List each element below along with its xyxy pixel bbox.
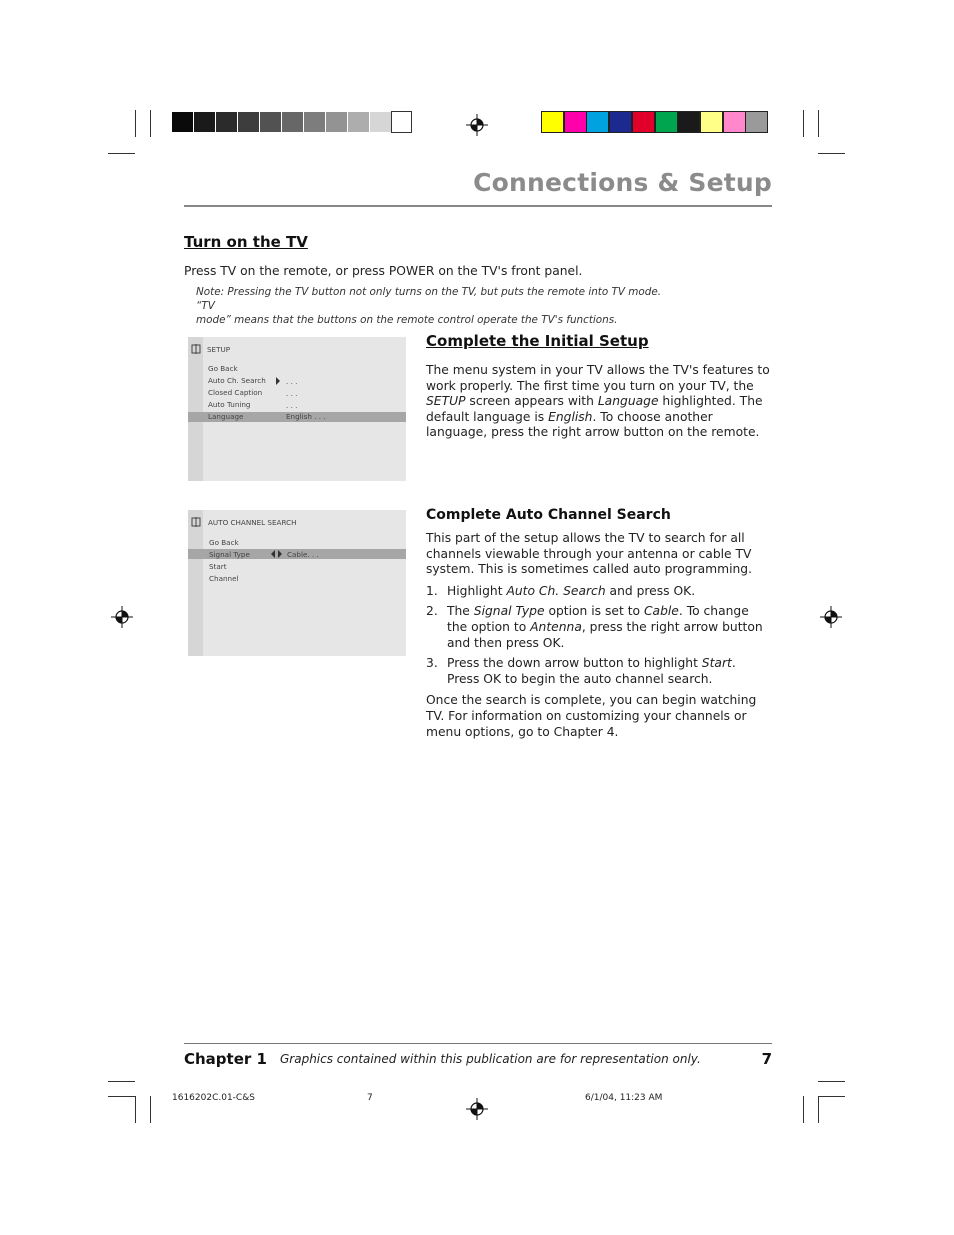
menu-item: Go Back: [208, 364, 238, 373]
text-run-italic: Signal Type: [473, 604, 545, 619]
text-run: Press the down arrow button to highlight: [447, 656, 702, 671]
crop-mark: [803, 1096, 804, 1123]
menu-item: Language: [208, 412, 244, 421]
crop-mark: [818, 153, 845, 154]
menu-item: Start: [209, 562, 227, 571]
menu-value: Cable. . .: [287, 550, 319, 559]
auto-channel-menu-screen: [188, 510, 406, 656]
crop-mark: [818, 110, 819, 137]
crop-mark: [818, 1096, 819, 1123]
note-line: Note: Pressing the TV button not only turns on the TV, but puts the remote into TV mode. “TV: [196, 286, 662, 312]
menu-logo-icon: [191, 517, 201, 527]
auto-search-body: [426, 531, 772, 740]
registration-mark-icon: [466, 1098, 488, 1120]
crop-mark: [803, 110, 804, 137]
footer-rule: [184, 1043, 772, 1044]
text-run-italic: SETUP: [426, 394, 466, 409]
text-run: The: [447, 604, 474, 619]
step-number: 2.: [426, 604, 438, 619]
setup-menu-screen: [188, 337, 406, 481]
crop-mark: [108, 1096, 135, 1097]
text-run-italic: Cable: [643, 604, 679, 619]
text-run-italic: Antenna: [530, 619, 582, 634]
crop-mark: [818, 1096, 845, 1097]
text-run: Highlight: [447, 583, 507, 598]
text-run: and press OK.: [605, 583, 696, 598]
menu-item: Closed Caption: [208, 388, 263, 397]
gray-swatch: [238, 112, 259, 132]
step-number: 3.: [426, 656, 438, 671]
text-run: highlighted. The default language is: [426, 394, 763, 424]
page-number: 7: [761, 1050, 772, 1068]
initial-setup-body: [426, 363, 772, 441]
auto-search-intro: This part of the setup allows the TV to search for all channels viewable through your antenna or cable TV system. This is sometimes called auto programming.: [426, 531, 752, 577]
crop-mark: [135, 110, 136, 137]
registration-mark-icon: [466, 114, 488, 136]
menu-value: . . .: [286, 377, 298, 386]
turn-on-note: [196, 285, 666, 327]
chapter-label: Chapter 1: [184, 1050, 267, 1068]
menu-value: . . .: [286, 389, 298, 398]
gray-swatch: [348, 112, 369, 132]
menu-item: Signal Type: [209, 550, 250, 559]
text-run-italic: Language: [597, 394, 659, 409]
slug-page: 7: [367, 1093, 373, 1103]
text-run: The menu system in your TV allows the TV's features to work properly. The first time you turn on your TV, the: [426, 363, 770, 393]
text-run-italic: English: [548, 409, 593, 424]
gray-swatch: [172, 112, 193, 132]
text-run: screen appears with: [465, 394, 598, 409]
text-run-italic: Auto Ch. Search: [506, 583, 606, 598]
menu-item: Channel: [209, 574, 239, 583]
color-swatch: [565, 112, 586, 132]
menu-value: . . .: [286, 401, 298, 410]
crop-mark: [108, 153, 135, 154]
left-right-arrow-icon: [271, 550, 282, 558]
menu-title: AUTO CHANNEL SEARCH: [208, 518, 297, 527]
section-heading-auto-search: Complete Auto Channel Search: [426, 507, 671, 523]
crop-mark: [150, 110, 151, 137]
section-heading-turn-on: Turn on the TV: [184, 233, 308, 251]
registration-mark-icon: [820, 606, 842, 628]
menu-item: Go Back: [209, 538, 239, 547]
text-run: option is set to: [544, 604, 644, 619]
crop-mark: [135, 1096, 136, 1123]
note-line: mode” means that the buttons on the remote control operate the TV's functions.: [196, 314, 618, 326]
crop-mark: [108, 1081, 135, 1082]
steps-list: [426, 584, 772, 688]
gray-swatch: [282, 112, 303, 132]
step-number: 1.: [426, 583, 438, 598]
gray-swatch: [370, 112, 391, 132]
color-swatch: [633, 112, 654, 132]
color-swatch: [724, 112, 745, 132]
color-swatch: [610, 112, 631, 132]
menu-item: Auto Tuning: [208, 400, 251, 409]
color-swatch: [542, 112, 563, 132]
color-swatch: [746, 112, 767, 132]
gray-swatch: [304, 112, 325, 132]
step-item: [426, 584, 772, 600]
registration-mark-icon: [111, 606, 133, 628]
right-arrow-icon: [275, 377, 281, 385]
color-swatch: [678, 112, 699, 132]
color-swatch: [587, 112, 608, 132]
header-rule: [184, 205, 772, 207]
menu-logo-icon: [191, 344, 201, 354]
menu-value: English . . .: [286, 412, 326, 421]
color-swatch: [656, 112, 677, 132]
gray-swatch: [392, 112, 411, 132]
step-item: [426, 604, 772, 651]
gray-swatch: [326, 112, 347, 132]
text-run: . To change the option to: [447, 604, 749, 634]
slug-filename: 1616202C.01-C&S: [172, 1093, 255, 1103]
page-title: Connections & Setup: [473, 168, 772, 197]
color-swatch: [701, 112, 722, 132]
footer-disclaimer: Graphics contained within this publication are for representation only.: [280, 1052, 701, 1066]
section-heading-initial-setup: Complete the Initial Setup: [426, 332, 649, 350]
text-run-italic: Start: [701, 656, 732, 671]
menu-title: SETUP: [207, 345, 231, 354]
text-run: . To choose another language, press the right arrow button on the remote.: [426, 409, 760, 440]
auto-search-closing: Once the search is complete, you can begin watching TV. For information on customizing your channels or menu options, go to Chapter 4.: [426, 693, 757, 739]
menu-side-strip: [188, 510, 203, 656]
gray-swatch: [194, 112, 215, 132]
crop-mark: [150, 1096, 151, 1123]
text-run: , press the right arrow button and then press OK.: [447, 619, 763, 650]
crop-mark: [818, 1081, 845, 1082]
slug-date: 6/1/04, 11:23 AM: [585, 1093, 663, 1103]
step-item: [426, 656, 772, 687]
menu-item: Auto Ch. Search: [208, 376, 266, 385]
gray-swatch: [216, 112, 237, 132]
text-run: . Press OK to begin the auto channel search.: [447, 656, 736, 686]
menu-side-strip: [188, 337, 203, 481]
gray-swatch: [260, 112, 281, 132]
turn-on-body: Press TV on the remote, or press POWER on the TV's front panel.: [184, 264, 583, 278]
